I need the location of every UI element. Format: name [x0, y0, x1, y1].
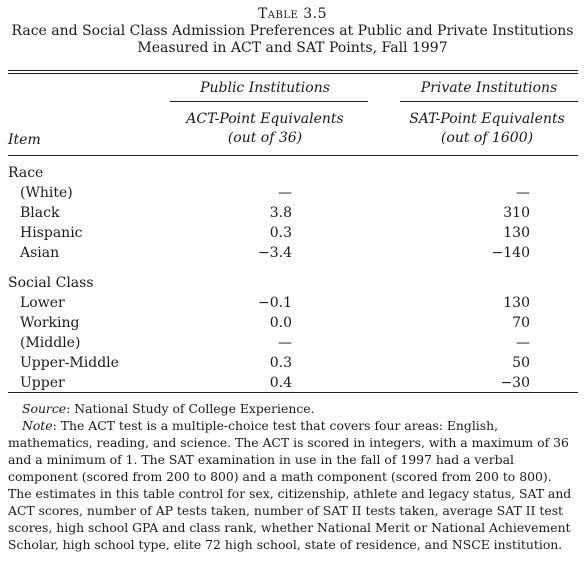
public-value: −0.1: [258, 295, 292, 311]
private-value: —: [516, 335, 530, 351]
row-label: (White): [20, 185, 73, 201]
table-row: [8, 183, 578, 203]
table-number: Table 3.5: [257, 6, 328, 22]
public-value: 0.4: [269, 375, 292, 391]
public-value: −3.4: [258, 245, 292, 261]
public-column-header-line2: (out of 36): [227, 130, 303, 146]
public-value: —: [278, 335, 292, 351]
section-heading-row: [8, 163, 578, 183]
public-spanner-rule: [170, 101, 368, 102]
table-row: [8, 353, 578, 373]
row-label: Asian: [20, 245, 60, 261]
note-text: : The ACT test is a multiple-choice test that covers four areas: English, mathematics, reading, and science. The ACT is scored in integers, with a maximum of 36 and a minimum of 1. The SAT examination in use in the fall of 1997 had a verbal component (scored from 200 to 800) and a math component (scored from 200 to 800). The estimates in this table control for sex, citizenship, athlete and legacy status, SAT and ACT scores, number of AP tests taken, number of SAT II tests taken, average SAT II test scores, high school GPA and class rank, whether National Merit or National Achievement Scholar, high school type, elite 72 high school, state of residence, and NSCE institution.: [8, 418, 572, 552]
row-label: Upper: [20, 375, 65, 391]
general-note: [8, 417, 578, 553]
table-title-line2: Measured in ACT and SAT Points, Fall 1997: [137, 40, 448, 56]
public-value: 3.8: [269, 205, 292, 221]
table-title-line1: Race and Social Class Admission Preferences at Public and Private Institutions: [11, 23, 574, 39]
row-label: Black: [20, 205, 60, 221]
public-value: 0.0: [269, 315, 292, 331]
table-row: [8, 243, 578, 263]
table-row: [8, 203, 578, 223]
section-spacer: [8, 263, 578, 273]
table-caption: [0, 6, 585, 57]
section-title-race: Race: [8, 165, 44, 181]
public-value: 0.3: [269, 355, 292, 371]
source-text: : National Study of College Experience.: [66, 401, 315, 416]
table-row: [8, 373, 578, 393]
row-label: Working: [20, 315, 80, 331]
private-value: 50: [512, 355, 530, 371]
top-rule-double: [8, 73, 578, 74]
table-row: [8, 313, 578, 333]
row-label: Lower: [20, 295, 65, 311]
private-value: 130: [503, 225, 530, 241]
source-label: Source: [22, 401, 67, 416]
row-label: (Middle): [20, 335, 81, 351]
public-value: 0.3: [269, 225, 292, 241]
private-value: −140: [491, 245, 530, 261]
private-value: −30: [500, 375, 530, 391]
private-value: —: [516, 185, 530, 201]
header-rule: [8, 155, 578, 156]
private-value: 70: [512, 315, 530, 331]
table-row: [8, 223, 578, 243]
private-value: 310: [503, 205, 530, 221]
bottom-rule: [8, 392, 578, 393]
private-spanner-rule: [400, 101, 578, 102]
section-title-social-class: Social Class: [8, 275, 94, 291]
data-table: [8, 163, 578, 393]
source-note: [8, 400, 578, 417]
public-column-header-line1: ACT-Point Equivalents: [186, 111, 344, 127]
section-heading-row: [8, 273, 578, 293]
note-label: Note: [22, 418, 53, 433]
row-label: Hispanic: [20, 225, 83, 241]
table-notes: [8, 400, 578, 553]
item-column-header: Item: [8, 132, 41, 148]
row-label: Upper-Middle: [20, 355, 119, 371]
public-value: —: [278, 185, 292, 201]
private-column-header-line1: SAT-Point Equivalents: [409, 111, 565, 127]
table-row: [8, 333, 578, 353]
table-row: [8, 293, 578, 313]
private-column-header-line2: (out of 1600): [440, 130, 534, 146]
top-rule: [8, 70, 578, 71]
public-column-header: [160, 110, 370, 148]
private-value: 130: [503, 295, 530, 311]
private-column-header: [392, 110, 582, 148]
public-spanner-heading: Public Institutions: [200, 80, 330, 96]
private-spanner-heading: Private Institutions: [420, 80, 558, 96]
